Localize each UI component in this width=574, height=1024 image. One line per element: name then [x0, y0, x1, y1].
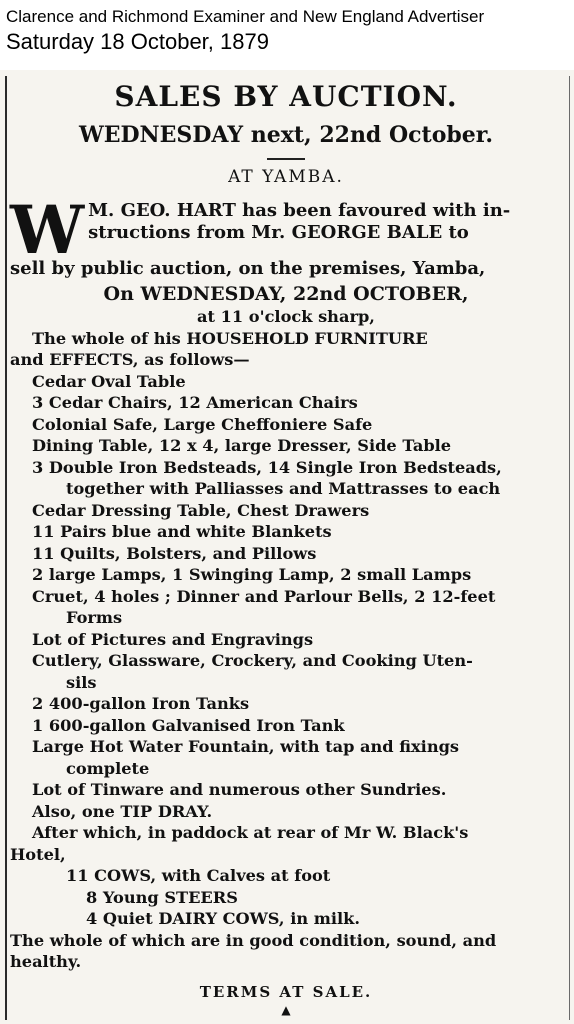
list-item-continued: Forms	[66, 608, 123, 627]
auction-advertisement	[10, 80, 562, 1017]
list-item: Lot of Tinware and numerous other Sundries.	[32, 780, 447, 799]
list-item-continued: together with Palliasses and Mattrasses to each	[66, 479, 501, 498]
list-item: 3 Cedar Chairs, 12 American Chairs	[32, 393, 358, 412]
sale-time: at 11 o'clock sharp,	[197, 307, 375, 326]
drop-cap: W	[10, 191, 85, 269]
ad-headline: SALES BY AUCTION.	[114, 80, 458, 113]
list-item: Cruet, 4 holes ; Dinner and Parlour Bells, 2 12-feet	[32, 586, 496, 606]
lead-line: The whole of his HOUSEHOLD FURNITURE	[32, 328, 428, 348]
closing-line: The whole of which are in good condition, sound, and	[10, 930, 497, 950]
list-item: Large Hot Water Fountain, with tap and fixings	[32, 737, 460, 756]
list-item-continued: sils	[66, 672, 97, 692]
sale-day: On WEDNESDAY, 22nd OCTOBER,	[103, 283, 469, 305]
list-item: 11 Quilts, Bolsters, and Pillows	[32, 543, 317, 563]
intro-line: M. GEO. HART has been favoured with in-	[88, 200, 511, 221]
livestock-item: 8 Young STEERS	[86, 887, 238, 907]
list-item: Dining Table, 12 x 4, large Dresser, Side Table	[32, 436, 452, 455]
ad-intro	[10, 191, 562, 280]
list-item: Cedar Dressing Table, Chest Drawers	[32, 500, 370, 520]
divider	[267, 158, 305, 160]
closing-line: healthy.	[10, 952, 82, 971]
livestock-item: 11 COWS, with Calves at foot	[66, 866, 331, 885]
intro-line: structions from Mr. GEORGE BALE to	[88, 222, 469, 243]
list-item: 1 600-gallon Galvanised Iron Tank	[32, 715, 345, 735]
list-item: 11 Pairs blue and white Blankets	[32, 522, 332, 541]
list-item-continued: complete	[66, 758, 150, 778]
end-mark-icon: ▲	[281, 1002, 291, 1017]
ad-place: AT YAMBA.	[228, 167, 344, 187]
livestock-item: 4 Quiet DAIRY COWS, in milk.	[86, 909, 361, 928]
column-rule-left	[5, 76, 7, 1020]
column-rule-right	[569, 76, 570, 1020]
ad-date-line: WEDNESDAY next, 22nd October.	[79, 122, 493, 148]
publication-date: Saturday 18 October, 1879	[6, 29, 269, 54]
list-item: Cutlery, Glassware, Crockery, and Cooking Uten-	[32, 651, 473, 670]
intro-line: sell by public auction, on the premises, Yamba,	[10, 258, 486, 279]
list-item: Colonial Safe, Large Cheffoniere Safe	[32, 414, 373, 434]
list-item: 3 Double Iron Bedsteads, 14 Single Iron Bedsteads,	[32, 457, 502, 477]
list-item: 2 400-gallon Iron Tanks	[32, 694, 250, 713]
terms-line: TERMS AT SALE.	[199, 982, 373, 1001]
after-line: Hotel,	[10, 844, 66, 864]
list-item: Cedar Oval Table	[32, 371, 186, 391]
list-item: Also, one TIP DRAY.	[32, 801, 213, 821]
lead-line: and EFFECTS, as follows—	[10, 350, 250, 369]
after-line: After which, in paddock at rear of Mr W. Black's	[32, 823, 469, 842]
list-item: Lot of Pictures and Engravings	[32, 629, 314, 649]
newspaper-title: Clarence and Richmond Examiner and New England Advertiser	[6, 7, 485, 26]
list-item: 2 large Lamps, 1 Swinging Lamp, 2 small Lamps	[32, 565, 472, 584]
